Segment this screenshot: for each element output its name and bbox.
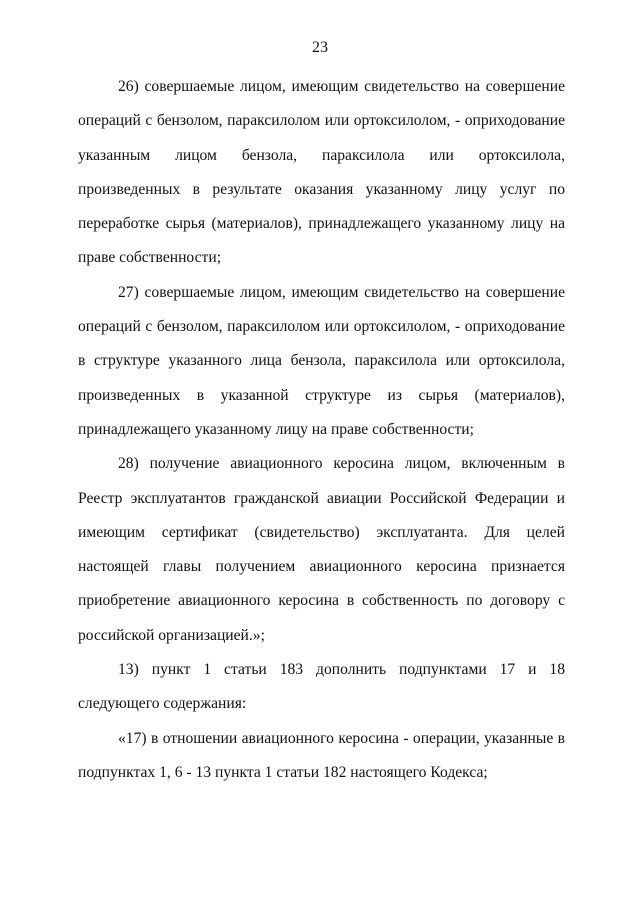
paragraph-item-17: «17) в отношении авиационного керосина - операции, указанные в подпунктах 1, 6 - 13 пункта 1 статьи 182 настоящего Кодекса;	[78, 729, 565, 781]
paragraph-item-13: 13) пункт 1 статьи 183 дополнить подпунктами 17 и 18 следующего содержания:	[78, 661, 565, 713]
paragraph-item-27: 27) совершаемые лицом, имеющим свидетельство на совершение операций с бензолом, параксилолом или ортоксилолом, - оприходование в структуре указанного лица бензола, параксилола или ортоксилола, произведенных в указанной структуре из сырья (материалов), принадлежащего указанному лицу на праве собственности;	[78, 283, 565, 438]
paragraph-item-26: 26) совершаемые лицом, имеющим свидетельство на совершение операций с бензолом, параксилолом или ортоксилолом, - оприходование указанным лицом бензола, параксилола или ортоксилола, произведенных в результате оказания указанному лицу услуг по переработке сырья (материалов), принадлежащего указанному лицу на праве собственности;	[78, 78, 565, 267]
document-body	[78, 70, 565, 790]
page-number: 23	[312, 39, 328, 56]
paragraph-item-28: 28) получение авиационного керосина лицом, включенным в Реестр эксплуатантов гражданской авиации Российской Федерации и имеющим сертификат (свидетельство) эксплуатанта. Для целей настоящей главы получением авиационного керосина признается приобретение авиационного керосина в собственность по договору с российской организацией.»;	[78, 455, 565, 644]
